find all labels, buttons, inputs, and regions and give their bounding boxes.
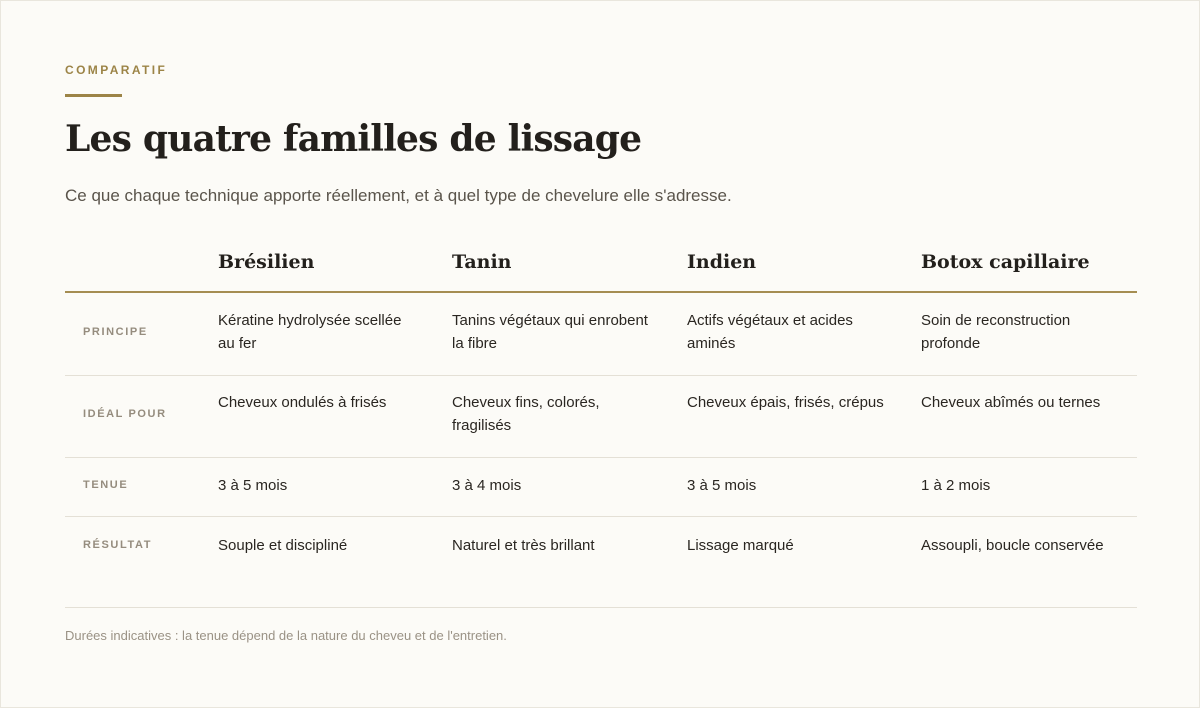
table-cell: Lissage marqué — [687, 537, 794, 554]
table-cell: 1 à 2 mois — [921, 477, 991, 494]
column-header-indien: Indien — [687, 251, 757, 273]
row-label: PRINCIPE — [83, 326, 148, 338]
accent-rule — [65, 94, 122, 97]
row-label: RÉSULTAT — [83, 539, 153, 551]
eyebrow-label: COMPARATIF — [65, 63, 168, 77]
table-cell: 3 à 5 mois — [218, 477, 288, 494]
table-cell: Assoupli, boucle conservée — [921, 537, 1104, 554]
row-label: IDÉAL POUR — [83, 408, 167, 420]
column-header-botox: Botox capillaire — [921, 251, 1090, 273]
table-cell: 3 à 5 mois — [687, 477, 757, 494]
table-cell: Soin de reconstruction profonde — [921, 312, 1071, 352]
table-cell: Kératine hydrolysée scellée au fer — [218, 312, 402, 352]
table-row-tenue — [65, 458, 1137, 517]
table-cell: Souple et discipliné — [218, 537, 348, 554]
table-cell: Actifs végétaux et acides aminés — [687, 312, 853, 352]
table-cell: Cheveux fins, colorés, fragilisés — [452, 394, 600, 434]
row-label: TENUE — [83, 479, 129, 491]
table-cell: 3 à 4 mois — [452, 477, 522, 494]
footer-divider — [65, 607, 1137, 608]
page-subtitle: Ce que chaque technique apporte réellement, et à quel type de chevelure elle s'adresse. — [65, 186, 732, 205]
table-cell: Cheveux épais, frisés, crépus — [687, 394, 884, 411]
comparison-table — [65, 237, 1137, 575]
table-cell: Naturel et très brillant — [452, 537, 595, 554]
footnote: Durées indicatives : la tenue dépend de la nature du cheveu et de l'entretien. — [65, 628, 507, 643]
column-header-tanin: Tanin — [452, 251, 512, 273]
table-cell: Tanins végétaux qui enrobent la fibre — [452, 312, 648, 352]
table-row-ideal-pour — [65, 376, 1137, 458]
table-row-principe — [65, 293, 1137, 376]
table-cell: Cheveux abîmés ou ternes — [921, 394, 1101, 411]
table-cell: Cheveux ondulés à frisés — [218, 394, 387, 411]
table-row-resultat — [65, 517, 1137, 575]
table-header — [65, 237, 1137, 293]
page-title: Les quatre familles de lissage — [65, 118, 642, 160]
column-header-bresilien: Brésilien — [218, 251, 315, 273]
